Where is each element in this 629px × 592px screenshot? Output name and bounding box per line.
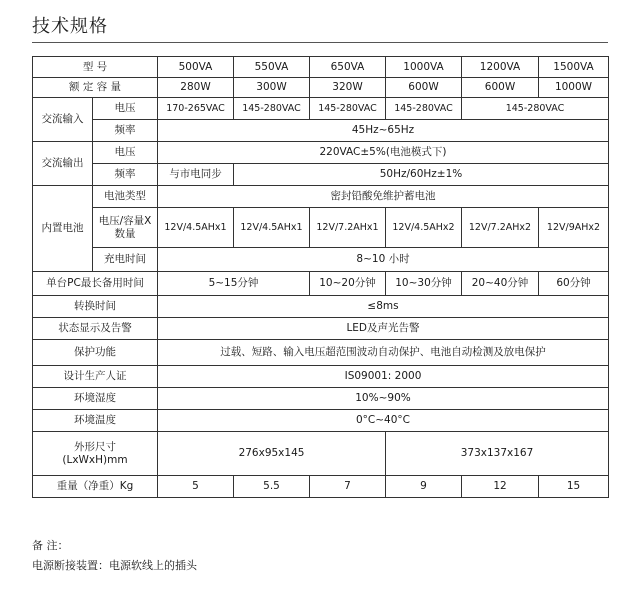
capacity-label: 额 定 容 量 <box>33 78 158 98</box>
ac-output-freq-first: 与市电同步 <box>158 164 234 186</box>
spec-row <box>33 410 609 432</box>
battery-capacity-cell: 12V/9AHx2 <box>539 208 609 248</box>
capacity-cell: 300W <box>234 78 310 98</box>
backup-cell: 20~40分钟 <box>462 272 539 296</box>
notes-heading: 备 注： <box>32 539 69 552</box>
dimensions-label-line2: (LxWxH)mm <box>62 453 128 466</box>
capacity-row <box>33 78 609 98</box>
backup-cell: 10~30分钟 <box>386 272 462 296</box>
ac-output-group-label: 交流输出 <box>33 142 93 186</box>
battery-capacity-row <box>33 208 609 248</box>
spec-row-value: 过载、短路、输入电压超范围波动自动保护、电池自动检测及放电保护 <box>158 340 609 366</box>
spec-row-value: IS09001: 2000 <box>158 366 609 388</box>
ac-output-voltage-row <box>33 142 609 164</box>
dimensions-label <box>33 432 158 476</box>
ac-output-freq-label: 频率 <box>93 164 158 186</box>
ac-output-freq-rest: 50Hz/60Hz±1% <box>234 164 609 186</box>
spec-row-value: ≤8ms <box>158 296 609 318</box>
spec-row <box>33 366 609 388</box>
spec-row-label: 状态显示及告警 <box>33 318 158 340</box>
model-cell: 650VA <box>310 57 386 78</box>
ac-input-freq-value: 45Hz~65Hz <box>158 120 609 142</box>
ac-input-voltage-cell: 145-280VAC <box>310 98 386 120</box>
weight-cell: 7 <box>310 476 386 498</box>
battery-capacity-cell: 12V/4.5AHx1 <box>158 208 234 248</box>
capacity-cell: 320W <box>310 78 386 98</box>
dimensions-label-line1: 外形尺寸 <box>74 440 116 453</box>
ac-output-voltage-value: 220VAC±5%(电池模式下) <box>158 142 609 164</box>
spec-row <box>33 318 609 340</box>
weight-label: 重量（净重）Kg <box>33 476 158 498</box>
model-cell: 1000VA <box>386 57 462 78</box>
page-title: 技术规格 <box>32 16 108 37</box>
spec-table <box>32 56 609 498</box>
spec-row-label: 环境温度 <box>33 410 158 432</box>
battery-capacity-label: 电压/容量X数量 <box>93 208 158 248</box>
spec-row-value: 10%~90% <box>158 388 609 410</box>
weight-cell: 5 <box>158 476 234 498</box>
model-cell: 550VA <box>234 57 310 78</box>
dimensions-small: 276x95x145 <box>158 432 386 476</box>
spec-row <box>33 340 609 366</box>
backup-cell: 10~20分钟 <box>310 272 386 296</box>
model-label: 型 号 <box>33 57 158 78</box>
battery-charge-label: 充电时间 <box>93 248 158 272</box>
ac-output-freq-row <box>33 164 609 186</box>
spec-row-label: 转换时间 <box>33 296 158 318</box>
model-cell: 1200VA <box>462 57 539 78</box>
model-cell: 1500VA <box>539 57 609 78</box>
backup-label: 单台PC最长备用时间 <box>33 272 158 296</box>
weight-cell: 9 <box>386 476 462 498</box>
battery-type-value: 密封铅酸免维护蓄电池 <box>158 186 609 208</box>
ac-output-voltage-label: 电压 <box>93 142 158 164</box>
capacity-cell: 600W <box>386 78 462 98</box>
ac-input-voltage-cell: 145-280VAC <box>386 98 462 120</box>
spec-row-label: 环境湿度 <box>33 388 158 410</box>
capacity-cell: 1000W <box>539 78 609 98</box>
ac-input-voltage-cell: 145-280VAC <box>462 98 609 120</box>
ac-input-voltage-cell: 170-265VAC <box>158 98 234 120</box>
spec-row <box>33 296 609 318</box>
ac-input-freq-row <box>33 120 609 142</box>
capacity-cell: 280W <box>158 78 234 98</box>
ac-input-voltage-cell: 145-280VAC <box>234 98 310 120</box>
backup-row <box>33 272 609 296</box>
battery-group-label: 内置电池 <box>33 186 93 272</box>
spec-row-value: LED及声光告警 <box>158 318 609 340</box>
battery-capacity-cell: 12V/7.2AHx1 <box>310 208 386 248</box>
ac-input-voltage-row <box>33 98 609 120</box>
model-cell: 500VA <box>158 57 234 78</box>
weight-cell: 5.5 <box>234 476 310 498</box>
notes <box>32 536 197 576</box>
model-row <box>33 57 609 78</box>
spec-row <box>33 388 609 410</box>
backup-cell: 60分钟 <box>539 272 609 296</box>
weight-cell: 15 <box>539 476 609 498</box>
spec-row-label: 保护功能 <box>33 340 158 366</box>
battery-charge-value: 8~10 小时 <box>158 248 609 272</box>
title-divider <box>32 42 608 43</box>
battery-capacity-cell: 12V/4.5AHx1 <box>234 208 310 248</box>
dimensions-large: 373x137x167 <box>386 432 609 476</box>
battery-capacity-cell: 12V/4.5AHx2 <box>386 208 462 248</box>
battery-charge-row <box>33 248 609 272</box>
battery-type-row <box>33 186 609 208</box>
dimensions-row <box>33 432 609 476</box>
battery-type-label: 电池类型 <box>93 186 158 208</box>
backup-cell: 5~15分钟 <box>158 272 310 296</box>
spec-row-value: 0°C~40°C <box>158 410 609 432</box>
capacity-cell: 600W <box>462 78 539 98</box>
ac-input-freq-label: 频率 <box>93 120 158 142</box>
notes-line: 电源断接装置：电源软线上的插头 <box>32 559 197 572</box>
battery-capacity-cell: 12V/7.2AHx2 <box>462 208 539 248</box>
weight-row <box>33 476 609 498</box>
ac-input-group-label: 交流输入 <box>33 98 93 142</box>
weight-cell: 12 <box>462 476 539 498</box>
spec-row-label: 设计生产人证 <box>33 366 158 388</box>
ac-input-voltage-label: 电压 <box>93 98 158 120</box>
